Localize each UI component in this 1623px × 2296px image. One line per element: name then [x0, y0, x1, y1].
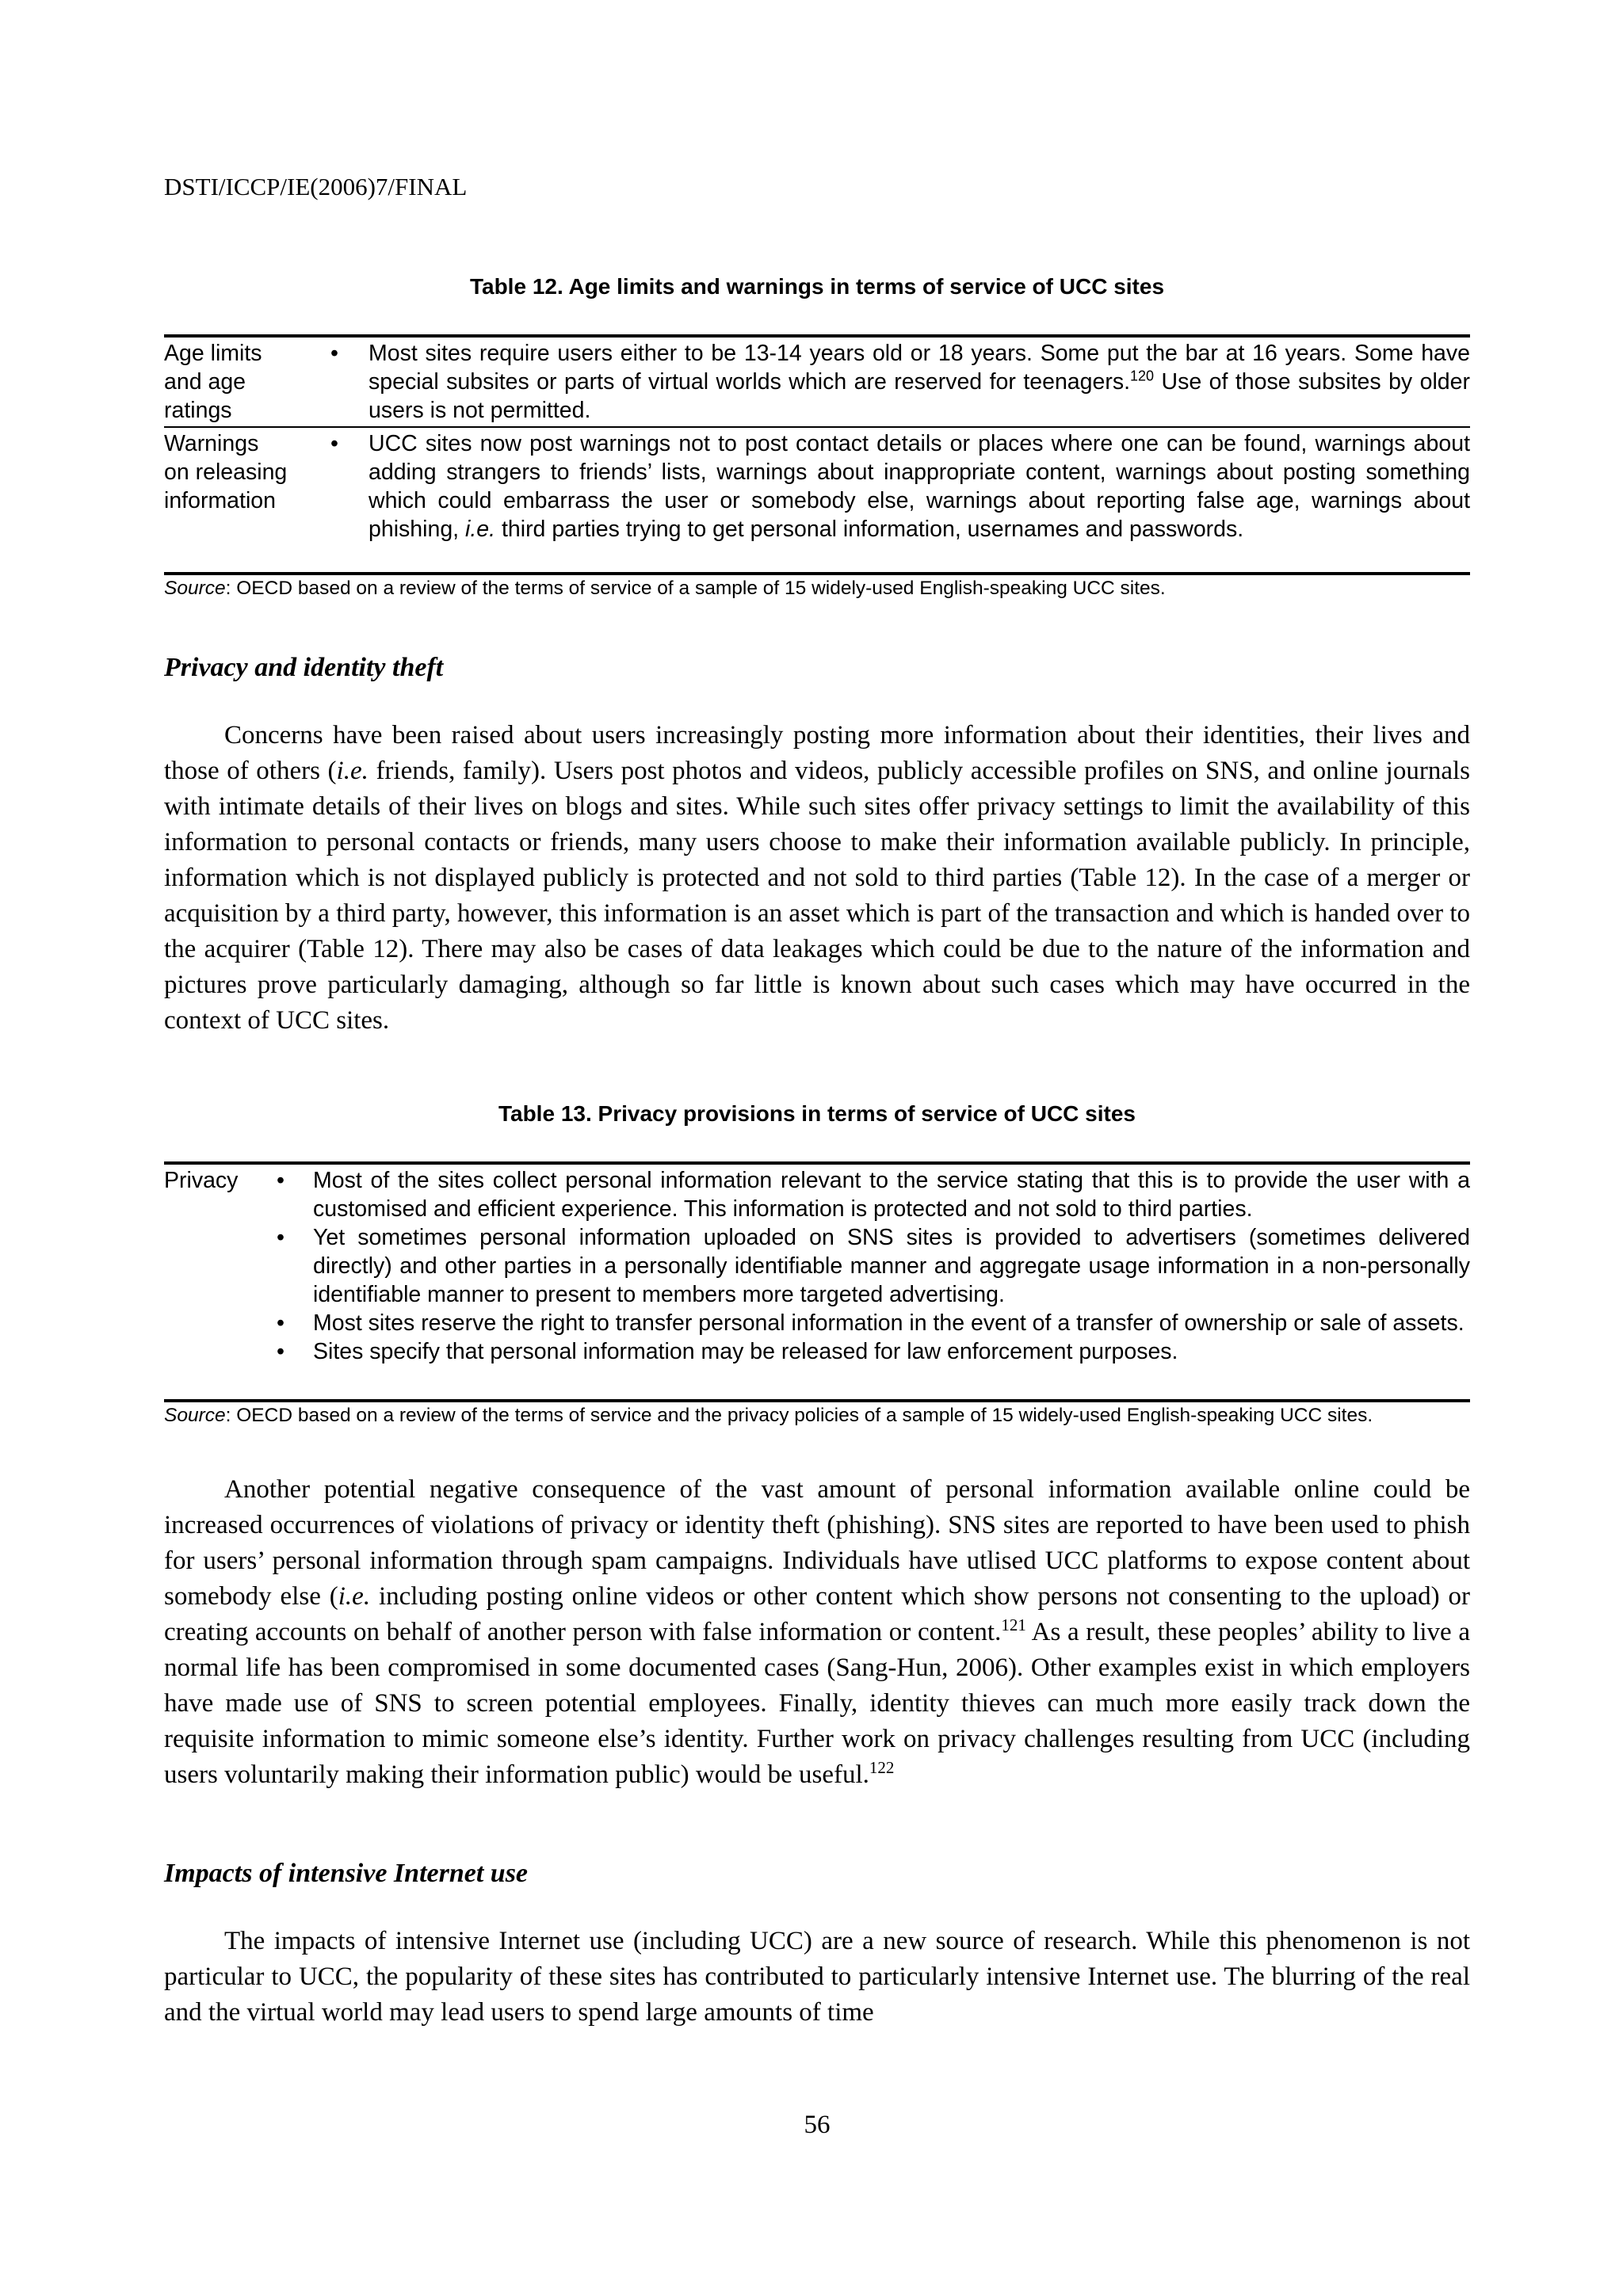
list-item: • Most sites reserve the right to transfer personal information in the event of a transfer of ownership or sale of assets. — [313, 1309, 1470, 1337]
table-12-title: Table 12. Age limits and warnings in terms of service of UCC sites — [469, 274, 1165, 299]
table-13-top-rule — [164, 1161, 1470, 1165]
footnote-ref: 120 — [1130, 368, 1155, 384]
bullet-list — [369, 429, 1470, 543]
section-heading: Impacts of intensive Internet use — [164, 1859, 529, 1888]
row-label: Warnings on releasing information — [164, 431, 288, 513]
table-12-bottom-rule — [164, 572, 1470, 575]
section-heading: Privacy and identity theft — [164, 653, 444, 682]
footnote-ref: 122 — [869, 1758, 895, 1777]
paragraph: Another potential negative consequence of the vast amount of personal information available online could be increased occurrences of violations of privacy or identity theft (phishing). SNS sites are reported to have been used to phish for users’ personal information through spam campaigns. Individuals have utlised UCC platforms to expose content about somebody else (i.e. including posting online videos or other content which show persons not consenting to the upload) or creating accounts on behalf of another person with false information or content.$^{121}$ As a result, these peoples’ ability to live a normal life has been compromised in some documented cases (Sang-Hun, 2006). Other examples exist in which employers have made use of SNS to screen potential employees. Finally, identity thieves can much more easily track down the requisite information to mimic someone else’s identity. Further work on privacy challenges resulting from UCC (including users voluntarily making their information public) would be useful.$^{122}$ — [164, 1475, 1470, 1789]
list-item: • Most of the sites collect personal information relevant to the service stating that this is to provide the user with a customised and efficient experience. This information is protected and not sold to third parties. — [313, 1166, 1470, 1223]
table-12-row-divider — [164, 426, 1470, 428]
row-label: Age limits and age ratings — [164, 341, 262, 423]
table-13-bottom-rule — [164, 1399, 1470, 1402]
list-item: • Most sites require users either to be 13-14 years old or 18 years. Some put the bar at 16 years. Some have special subsites or parts of virtual worlds which are reserved for teenagers.$^{120}$ Use of those subsites by older users is not permitted. — [369, 339, 1470, 425]
list-item: • UCC sites now post warnings not to post contact details or places where one can be found, warnings about adding strangers to friends’ lists, warnings about inappropriate content, warnings about posting something which could embarrass the user or somebody else, warnings about reporting false age, warnings about phishing, i.e. third parties trying to get personal information, usernames and passwords. — [369, 429, 1470, 543]
list-item: • Yet sometimes personal information uploaded on SNS sites is provided to advertisers (sometimes delivered directly) and other parties in a personally identifiable manner and aggregate usage information in a non-personally identifiable manner to present to members more targeted advertising. — [313, 1223, 1470, 1309]
page-number: 56 — [804, 2111, 831, 2139]
bullet-list — [313, 1166, 1470, 1366]
footnote-ref: 121 — [1001, 1615, 1026, 1634]
table-13-title: Table 13. Privacy provisions in terms of service of UCC sites — [498, 1101, 1136, 1126]
document-id: DSTI/ICCP/IE(2006)7/FINAL — [164, 173, 468, 200]
row-label: Privacy — [164, 1168, 239, 1193]
paragraph: Concerns have been raised about users increasingly posting more information about their identities, their lives and those of others (i.e. friends, family). Users post photos and videos, publicly accessible profiles on SNS, and online journals with intimate details of their lives on blogs and sites. While such sites offer privacy settings to limit the availability of this information to personal contacts or friends, many users choose to make their information available publicly. In principle, information which is not displayed publicly is protected and not sold to third parties (Table 12). In the case of a merger or acquisition by a third party, however, this information is an asset which is part of the transaction and which is handed over to the acquirer (Table 12). There may also be cases of data leakages which could be due to the nature of the information and pictures prove particularly damaging, although so far little is known about such cases which may have occurred in the context of UCC sites. — [164, 721, 1470, 1035]
paragraph: The impacts of intensive Internet use (including UCC) are a new source of research. While this phenomenon is not particular to UCC, the popularity of these sites has contributed to particularly intensive Internet use. The blurring of the real and the virtual world may lead users to spend large amounts of time — [164, 1927, 1470, 2027]
table-13-source: Source: OECD based on a review of the terms of service and the privacy policies of a sample of 15 widely-used English-speaking UCC sites. — [164, 1405, 1373, 1426]
table-12-source: Source: OECD based on a review of the terms of service of a sample of 15 widely-used English-speaking UCC sites. — [164, 578, 1166, 599]
table-12-top-rule — [164, 334, 1470, 338]
list-item: • Sites specify that personal information may be released for law enforcement purposes. — [313, 1337, 1470, 1366]
bullet-list — [369, 339, 1470, 425]
